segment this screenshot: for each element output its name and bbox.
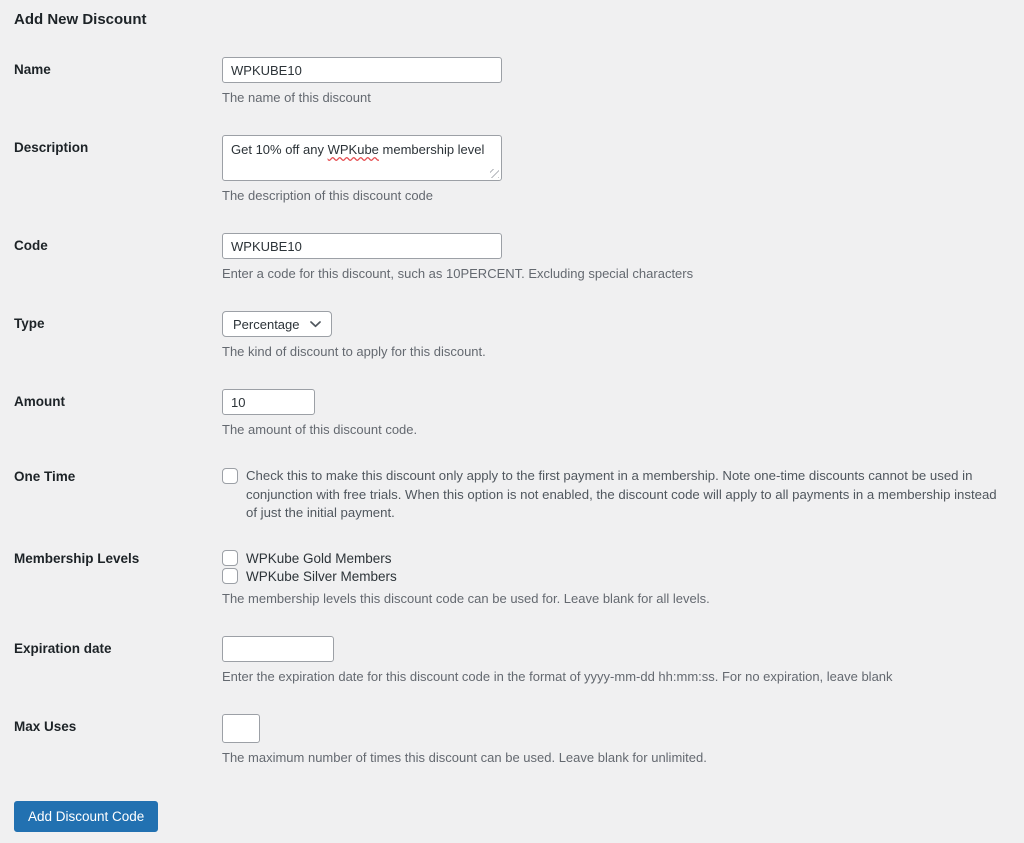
form-row-amount xyxy=(14,389,1010,437)
one-time-description: Check this to make this discount only apply to the first payment in a membership. Note one-time discounts cannot be used in conjunction with free trials. When this option is not enabled, the discount code will apply to all payments in a membership instead of just the initial payment. xyxy=(246,468,997,521)
form-row-type xyxy=(14,311,1010,359)
name-input[interactable] xyxy=(222,57,502,83)
description-text-before: Get 10% off any xyxy=(231,142,328,157)
amount-input[interactable] xyxy=(222,389,315,415)
form-row-name xyxy=(14,57,1010,105)
code-input[interactable] xyxy=(222,233,502,259)
description-label: Description xyxy=(14,140,89,155)
type-help: The kind of discount to apply for this discount. xyxy=(222,344,486,359)
one-time-checkbox[interactable] xyxy=(222,468,238,484)
expiration-date-input[interactable] xyxy=(222,636,334,662)
form-row-code xyxy=(14,233,1010,281)
membership-level-option xyxy=(222,550,1010,566)
one-time-option xyxy=(222,467,1010,523)
one-time-label: One Time xyxy=(14,469,76,484)
expiration-date-label: Expiration date xyxy=(14,641,112,657)
amount-label: Amount xyxy=(14,394,65,409)
chevron-down-icon xyxy=(310,321,321,328)
description-text-misspelled: WPKube xyxy=(327,142,379,157)
membership-silver-checkbox[interactable] xyxy=(222,568,238,584)
add-discount-code-button[interactable]: Add Discount Code xyxy=(14,801,158,832)
form-row-max-uses xyxy=(14,714,1010,765)
code-label: Code xyxy=(14,238,48,253)
form-row-description xyxy=(14,135,1010,203)
form-row-membership-levels xyxy=(14,550,1010,606)
name-help: The name of this discount xyxy=(222,90,371,105)
page-title: Add New Discount xyxy=(14,11,147,28)
membership-levels-help: The membership levels this discount code can be used for. Leave blank for all levels. xyxy=(222,591,710,607)
description-help: The description of this discount code xyxy=(222,188,434,203)
membership-gold-checkbox[interactable] xyxy=(222,550,238,566)
type-select-value: Percentage xyxy=(233,316,300,332)
name-label: Name xyxy=(14,62,51,77)
membership-gold-label: WPKube Gold Members xyxy=(246,550,392,566)
max-uses-input[interactable] xyxy=(222,714,260,743)
max-uses-label: Max Uses xyxy=(14,719,77,735)
type-label: Type xyxy=(14,316,45,331)
max-uses-help: The maximum number of times this discount can be used. Leave blank for unlimited. xyxy=(222,750,707,766)
membership-silver-label: WPKube Silver Members xyxy=(246,568,397,584)
textarea-resize-handle-icon[interactable] xyxy=(490,169,499,178)
type-select[interactable] xyxy=(222,311,332,337)
code-help: Enter a code for this discount, such as 10PERCENT. Excluding special characters xyxy=(222,266,694,281)
membership-levels-label: Membership Levels xyxy=(14,551,140,567)
description-textarea[interactable] xyxy=(222,135,502,181)
membership-level-option xyxy=(222,568,1010,584)
description-text-after: membership level xyxy=(378,142,485,157)
form-row-one-time xyxy=(14,467,1010,523)
expiration-date-help: Enter the expiration date for this discount code in the format of yyyy-mm-dd hh:mm:ss. For no expiration, leave blank xyxy=(222,669,893,685)
amount-help: The amount of this discount code. xyxy=(222,422,418,437)
form-row-expiration-date xyxy=(14,636,1010,684)
